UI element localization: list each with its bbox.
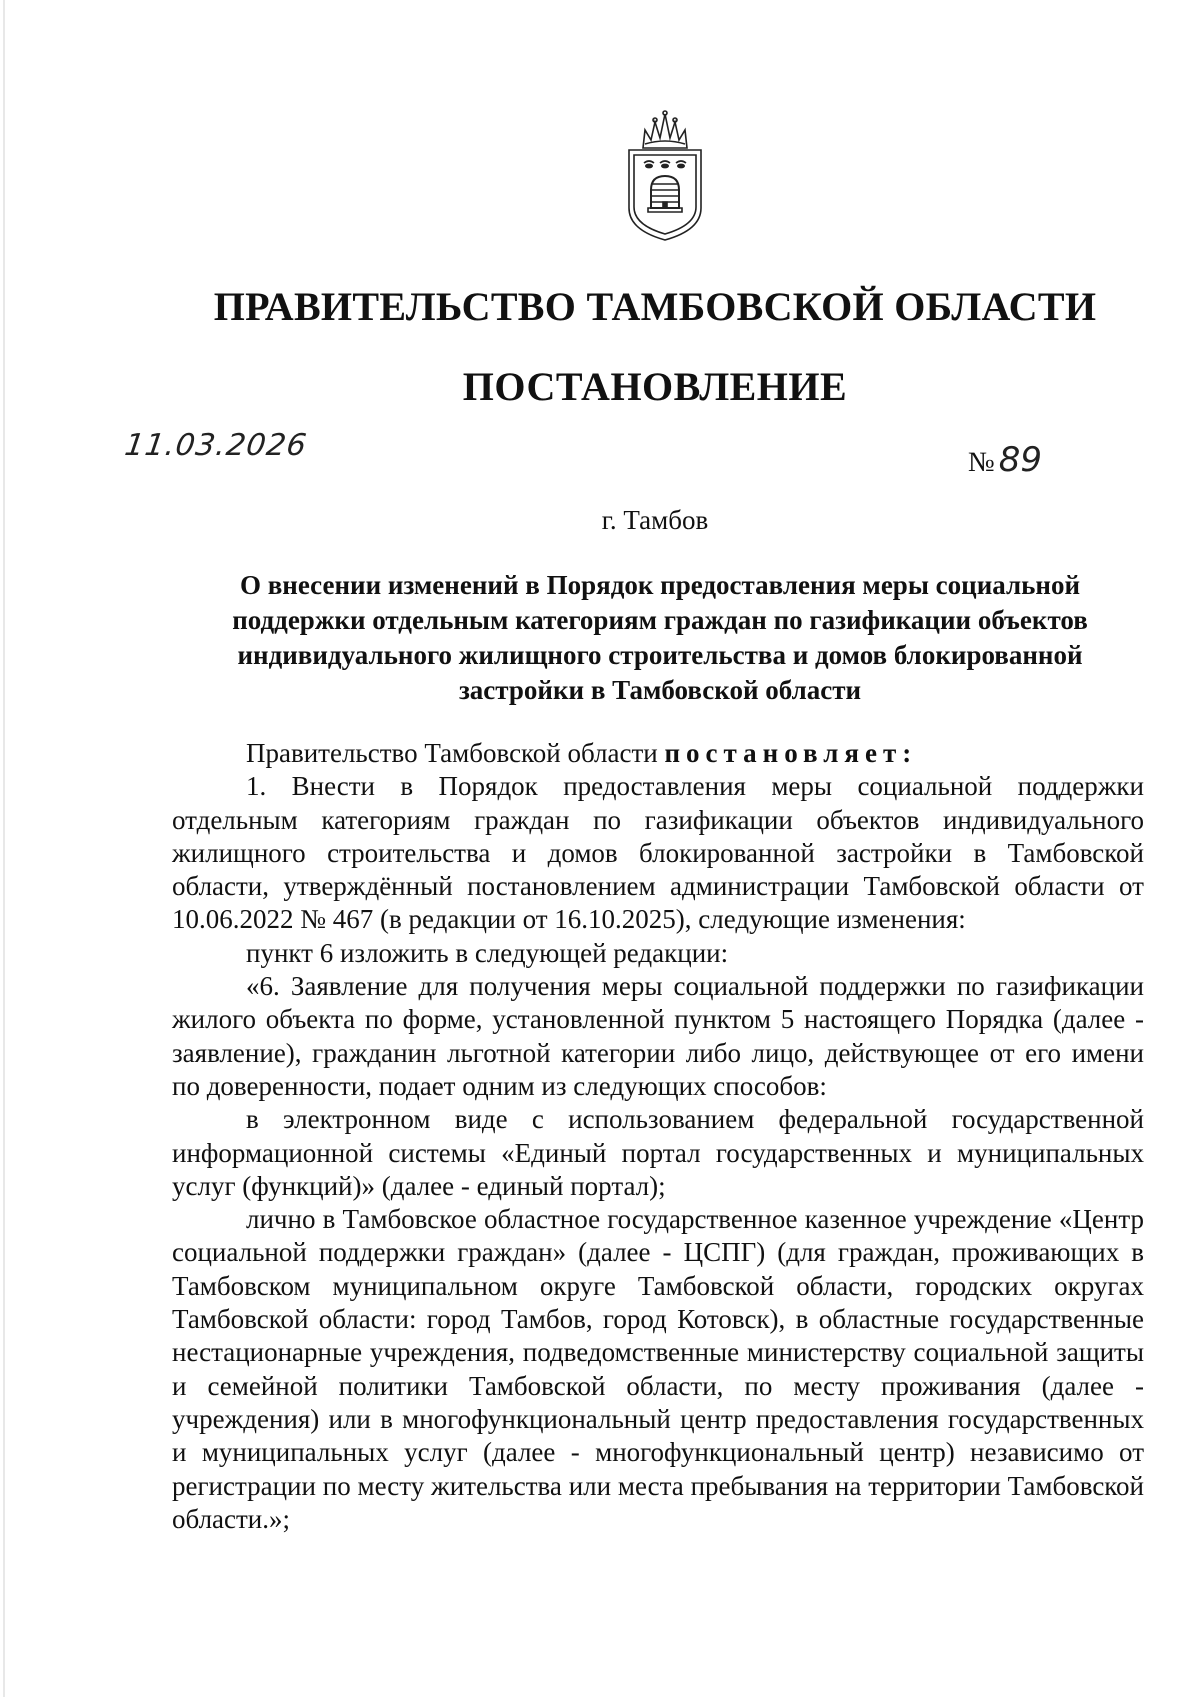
handwritten-number: 89 (998, 440, 1042, 480)
tambov-coat-of-arms-icon (615, 108, 715, 243)
decree-keyword: постановляет: (664, 738, 918, 768)
scan-edge-line (3, 0, 5, 1697)
paragraph-2: пункт 6 изложить в следующей редакции: (246, 937, 729, 968)
paragraph-4: в электронном виде с использованием федеральной государственной информационной системы «Единый портал государственных и муниципальных услуг (функций)» (далее - единый портал); (172, 1104, 1144, 1201)
organization-name: ПРАВИТЕЛЬСТВО ТАМБОВСКОЙ ОБЛАСТИ (213, 284, 1097, 329)
document-type: ПОСТАНОВЛЕНИЕ (462, 364, 848, 409)
handwritten-date: 11.03.2026 (122, 428, 310, 463)
paragraph-5: лично в Тамбовское областное государственное казенное учреждение «Центр социальной поддержки граждан» (далее - ЦСПГ) (для граждан, проживающих в Тамбовском муниципальном округе Тамбовской области, городских округах Тамбовской области: город Тамбов, город Котовск), в областные государственные нестационарные учреждения, подведомственные министерству социальной защиты и семейной политики Тамбовской области, по месту проживания (далее - учреждения) или в многофункциональный центр предоставления государственных и муниципальных услуг (далее - многофункциональный центр) независимо от регистрации по месту жительства или места пребывания на территории Тамбовской области.»; (172, 1204, 1144, 1534)
number-sign: № (968, 447, 995, 478)
decree-intro: Правительство Тамбовской области постановляет: (246, 738, 918, 768)
paragraph-3: «6. Заявление для получения меры социальной поддержки по газификации жилого объекта по форме, установленной пунктом 5 настоящего Порядка (далее - заявление), гражданин льготной категории либо лицо, действующее от его имени по доверенности, подает одним из следующих способов: (172, 971, 1144, 1101)
paragraph-1: 1. Внести в Порядок предоставления меры социальной поддержки отдельным категориям граждан по газификации объектов индивидуального жилищного строительства и домов блокированной застройки в Тамбовской области, утверждённый постановлением администрации Тамбовской области от 10.06.2022 № 467 (в редакции от 16.10.2025), следующие изменения: (172, 771, 1144, 935)
document-body (172, 737, 1144, 1536)
document-number (968, 440, 1042, 480)
city-name: г. Тамбов (601, 505, 709, 535)
document-title: О внесении изменений в Порядок предоставления меры социальной поддержки отдельным категориям граждан по газификации объектов индивидуального жилищного строительства и домов блокированной застройки в Тамбовской области (232, 570, 1088, 705)
